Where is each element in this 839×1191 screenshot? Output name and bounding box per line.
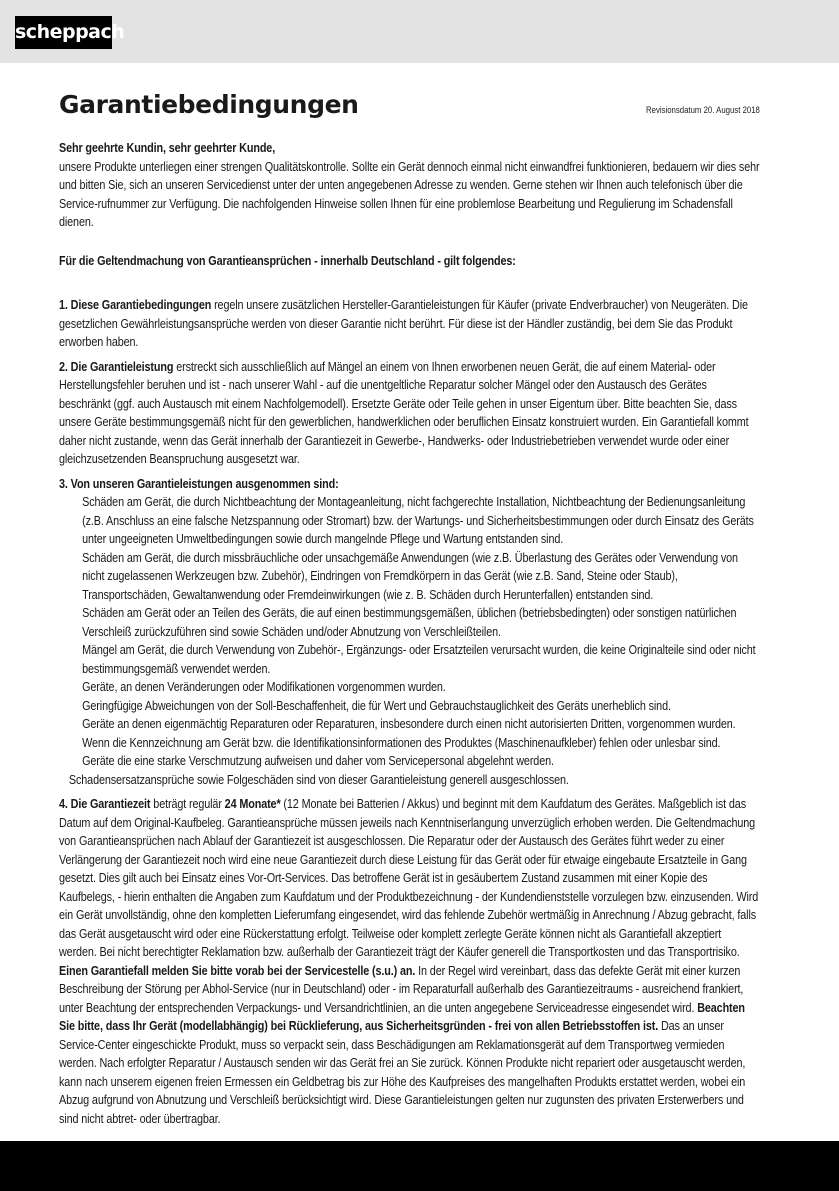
section-4: 4. Die Garantiezeit beträgt regulär 24 Monate* (12 Monate bei Batterien / Akkus) und beginnt mit dem Kaufdatum des Gerätes. Maßgeblich ist das Datum auf dem Original-Kaufbeleg. Garantieansprüche müssen jeweils nach Kenntniserlangung unverzüglich erhoben werden. Die Geltendmachung von Garantieansprüchen nach Ablauf der Garantiezeit ist ausgeschlossen. Die Reparatur oder der Austausch des Gerätes führt weder zu einer Verlängerung der Garantiezeit noch wird eine neue Garantiezeit durch diese Leistung für das Gerät oder für etwaige eingebaute Ersatzteile in Gang gesetzt. Dies gilt auch bei Einsatz eines Vor-Ort-Services. Das betroffene Gerät ist in gesäubertem Zustand zusammen mit einer Kopie des Kaufbelegs, - hierin enthalten die Angaben zum Kaufdatum und der Produktbezeichnung - der Kundendienststelle vorzulegen bzw. einzusenden. Wird ein Gerät unvollständig, ohne den kompletten Lieferumfang eingesendet, wird das fehlende Zubehör wertmäßig in Anrechnung / Abzug gebracht, falls das Gerät ausgetauscht wird oder eine Rückerstattung erfolgt. Teilweise oder komplett zerlegte Geräte können nicht als Garantiefall akzeptiert werden. Bei nicht berechtigter Reklamation bzw. außerhalb der Garantiezeit trägt der Käufer generell die Transportkosten und das Transportrisiko. Einen Garantiefall melden Sie bitte vorab bei der Servicestelle (s.u.) an. In der Regel wird vereinbart, dass das defekte Gerät mit einer kurzen Beschreibung der Störung per Abhol-Service (nur in Deutschland) oder - im Reparaturfall außerhalb des Garantiezeitraums - ausreichend frankiert, unter Beachtung der entsprechenden Verpackungs- und Versandrichtlinien, an die unten angegebene Serviceadresse eingesendet wird. Beachten Sie bitte, dass Ihr Gerät (modellabhängig) bei Rücklieferung, aus Sicherheitsgründen - frei von allen Betriebsstoffen ist. Das an unser Service-Center eingeschickte Produkt, muss so verpackt sein, dass Beschädigungen am Reklamationsgerät auf dem Transportweg vermieden werden. Nach erfolgter Reparatur / Austausch senden wir das Gerät frei an Sie zurück. Können Produkte nicht repariert oder ausgetauscht werden, kann nach unserem eigenen freien Ermessen ein Geldbetrag bis zur Höhe des Kaufpreises des mangelhaften Produkts erstattet werden, wobei ein Abzug aufgrund von Abnutzung und Verschleiß berücksichtigt wird. Diese Garantieleistungen gelten nur zugunsten des privaten Ersterwerbers und sind nicht abtret- oder übertragbar. [59,796,759,1126]
page-title: Garantiebedingungen [59,90,359,119]
section-1-text: regeln unsere zusätzlichen Hersteller-Garantieleistungen für Käufer (private Endverbraucher) von Neugeräten. Die gesetzlichen Gewährleistungsansprüche werden von dieser Garantie nicht berührt. Für diese ist der Händler zuständig, bei dem Sie das Produkt erworben haben. [59,297,748,349]
section-2 [59,358,761,469]
section-2-lead: 2. Die Garantieleistung [59,358,174,374]
exclusion-item: Schäden am Gerät oder an Teilen des Geräts, die auf einen bestimmungsgemäßen, üblichen (betriebsbedingten) oder sonstigen natürlichen Verschleiß zurückzuführen sind sowie Schäden und/oder Abnutzung von Verschleißteilen. [82,605,737,639]
germany-heading: Für die Geltendmachung von Garantieansprüchen - innerhalb Deutschland - gilt folgendes: [59,252,516,268]
section-1 [59,296,761,352]
brand-logo: scheppach [15,16,112,49]
section-3-closing: Schadensersatzansprüche sowie Folgeschäden sind von dieser Garantieleistung generell ausgeschlossen. [68,771,569,787]
exclusion-item: Geräte an denen eigenmächtig Reparaturen oder Reparaturen, insbesondere durch einen nicht autorisierten Dritten, vorgenommen wurden. [82,716,736,731]
exclusion-item: Schäden am Gerät, die durch Nichtbeachtung der Montageanleitung, nicht fachgerechte Installation, Nichtbeachtung der Bedienungsanleitung (z.B. Anschluss an eine falsche Netzspannung oder Stromart) bzw. der Wartungs- und Sicherheitsbestimmungen oder durch Einsatz des Geräts unter ungeeigneten Umweltbedingungen sowie durch mangelnde Pflege und Wartung entstanden sind. [82,494,754,546]
exclusion-item: Geräte die eine starke Verschmutzung aufweisen und daher vom Servicepersonal abgelehnt werden. [82,753,554,768]
section-2-text: erstreckt sich ausschließlich auf Mängel an einem von Ihnen erworbenen neuen Gerät, die auf einem Material- oder Herstellungsfehler beruhen und ist - nach unserer Wahl - auf die unentgeltliche Reparatur solcher Mängel oder den Austausch des Gerätes beschränkt (ggf. auch Austausch mit einem Nachfolgemodell). Ersetzte Geräte oder Teile gehen in unser Eigentum über. Bitte beachten Sie, dass unsere Geräte bestimmungsgemäß nicht für den gewerblichen, handwerklichen oder beruflichen Einsatz konstruiert wurden. Ein Garantiefall kommt daher nicht zustande, wenn das Gerät innerhalb der Garantiezeit in Gewerbe-, Handwerks- oder Industriebetrieben verwendet wurde oder einer gleichzusetzenden Beanspruchung ausgesetzt war. [59,358,749,466]
exclusion-item: Geräte, an denen Veränderungen oder Modifikationen vorgenommen wurden. [82,679,446,694]
revision-date: Revisionsdatum 20. August 2018 [646,105,760,116]
footer-band [0,1141,839,1191]
header-band [0,0,839,63]
section-3-heading: 3. Von unseren Garantieleistungen ausgenommen sind: [59,475,339,491]
section-4-lead: 4. Die Garantiezeit [59,796,151,811]
section-1-lead: 1. Diese Garantiebedingungen [59,297,212,312]
exclusion-item: Mängel am Gerät, die durch Verwendung von Zubehör-, Ergänzungs- oder Ersatzteilen verursacht wurden, die keine Originalteile sind oder nicht bestimmungsgemäß verwendet werden. [82,642,756,676]
greeting: Sehr geehrte Kundin, sehr geehrter Kunde, [59,140,276,155]
exclusion-item: Wenn die Kennzeichnung am Gerät bzw. die Identifikationsinformationen des Produktes (Maschinenaufkleber) fehlen oder unlesbar sind. [82,734,721,750]
document-body [59,139,761,1128]
exclusion-item: Geringfügige Abweichungen von der Soll-Beschaffenheit, die für Wert und Gebrauchstauglichkeit des Geräts unerheblich sind. [82,697,671,713]
exclusion-item: Schäden am Gerät, die durch missbräuchliche oder unsachgemäße Anwendungen (wie z.B. Überlastung des Gerätes oder Verwendung von nicht zugelassenen Werkzeugen bzw. Zubehör), Eindringen von Fremdkörpern in das Gerät (wie z.B. Sand, Steine oder Staub), Transportschäden, Gewaltanwendung oder Fremdeinwirkungen (wie z. B. Schäden durch Herunterfallen) entstanden sind. [82,549,738,602]
exclusions-list [59,493,761,771]
intro-paragraph: unsere Produkte unterliegen einer strengen Qualitätskontrolle. Sollte ein Gerät dennoch einmal nicht einwandfrei funktionieren, bedauern wir dies sehr und bitten Sie, sich an unseren Servicedienst unter der unten angegebenen Adresse zu wenden. Gerne stehen wir Ihnen auch telefonisch über die Service-rufnummer zur Verfügung. Die nachfolgenden Hinweise sollen Ihnen für eine problemlose Bearbeitung und Regulierung im Schadensfall dienen. [59,158,760,229]
